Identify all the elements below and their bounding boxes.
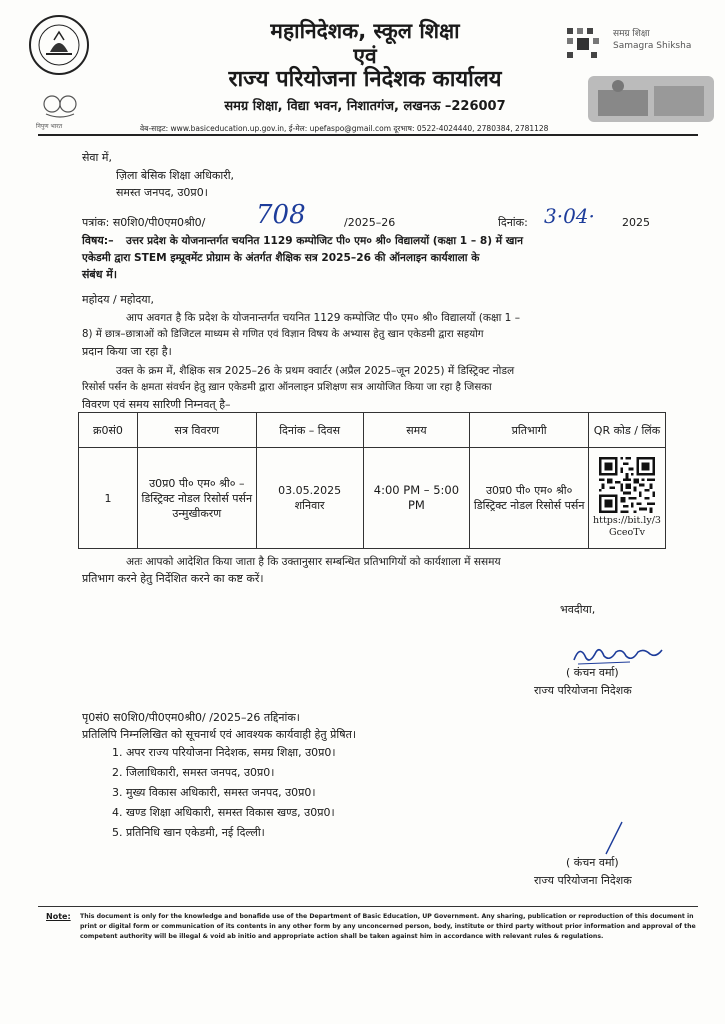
- salutation: महोदय / महोदया,: [82, 293, 155, 306]
- subject-line1: उत्तर प्रदेश के योजनान्तर्गत चयनित 1129 कम्पोजिट पी० एम० श्री० विद्यालयों (कक्षा 1 – 8) में खान: [126, 235, 524, 247]
- copy-item-5: 5. प्रतिनिधि खान एकेडमी, नई दिल्ली।: [112, 826, 265, 839]
- cell-session: उ0प्र0 पी० एम० श्री० – डिस्ट्रिक्ट नोडल रिसोर्स पर्सन उन्मुखीकरण: [137, 448, 256, 549]
- header-address: समग्र शिक्षा, विद्या भवन, निशातगंज, लखनऊ –226007: [224, 99, 506, 114]
- header-title-line1: महानिदेशक, स्कूल शिक्षा: [270, 19, 460, 43]
- header-contact: वेब-साइट: www.basiceducation.up.gov.in, ई-मेल: upefaspo@gmail.com दूरभाष: 0522-4024440, 2780384, 2781128: [140, 124, 549, 133]
- th-session: सत्र विवरण: [137, 413, 256, 448]
- closing-text: भवदीया,: [560, 603, 596, 616]
- recipient-line1: सेवा में,: [82, 151, 112, 164]
- para1-line3: प्रदान किया जा रहा है।: [82, 345, 172, 358]
- cell-date-day: शनिवार: [294, 499, 325, 512]
- signatory-designation: राज्य परियोजना निदेशक: [534, 684, 632, 697]
- nipun-bharat-caption: निपुण भारत: [36, 123, 63, 130]
- th-qr: QR कोड / लिंक: [589, 413, 666, 448]
- ref-suffix: /2025–26: [344, 216, 396, 229]
- para2-line2: रिसोर्स पर्सन के क्षमता संवर्धन हेतु ख़ान एकेडमी द्वारा ऑनलाइन प्रशिक्षण सत्र आयोजित किया जा रहा है जिसका: [82, 382, 492, 393]
- header-title-line2: एवं: [353, 44, 377, 68]
- note-label: Note:: [46, 912, 71, 921]
- recipient-line3: समस्त जनपद, उ0प्र0।: [116, 186, 208, 199]
- signatory-name: ( कंचन वर्मा): [566, 666, 619, 679]
- th-serial: क्र0सं0: [79, 413, 138, 448]
- samagra-shiksha-logo-icon: [563, 24, 603, 64]
- school-photo-icon: [588, 76, 714, 122]
- th-participants: प्रतिभागी: [470, 413, 589, 448]
- para2-line3: विवरण एवं समय सारिणी निम्नवत् है–: [82, 398, 231, 411]
- cell-date-value: 03.05.2025: [278, 484, 342, 497]
- qr-link[interactable]: https://bit.ly/3GceoTv: [593, 515, 661, 538]
- ref-prefix: पत्रांक: स0शि0/पी0एम0श्री0/: [82, 216, 206, 229]
- header-title-line3: राज्य परियोजना निदेशक कार्यालय: [228, 67, 502, 92]
- copy-item-1: 1. अपर राज्य परियोजना निदेशक, समग्र शिक्षा, उ0प्र0।: [112, 746, 336, 759]
- copy-intro: प्रतिलिपि निम्नलिखित को सूचनार्थ एवं आवश्यक कार्यवाही हेतु प्रेषित।: [82, 728, 357, 741]
- nipun-bharat-logo-icon: [38, 92, 82, 120]
- signature-icon: [570, 640, 666, 668]
- schedule-table: [78, 412, 666, 549]
- header-divider: [38, 134, 698, 136]
- para2-line1: उक्त के क्रम में, शैक्षिक सत्र 2025–26 के प्रथम क्वार्टर (अप्रैल 2025–जून 2025) में डिस्ट्रिक्ट नोडल: [116, 365, 515, 377]
- samagra-shiksha-logo-text: [613, 28, 691, 52]
- samagra-shiksha-hindi: समग्र शिक्षा: [613, 29, 650, 39]
- qr-code-icon[interactable]: [599, 457, 655, 513]
- copy-item-4: 4. खण्ड शिक्षा अधिकारी, समस्त विकास खण्ड, उ0प्र0।: [112, 806, 335, 819]
- th-time: समय: [363, 413, 470, 448]
- copy-item-2: 2. जिलाधिकारी, समस्त जनपद, उ0प्र0।: [112, 766, 275, 779]
- cell-participants: उ0प्र0 पी० एम० श्री० डिस्ट्रिक्ट नोडल रिसोर्स पर्सन: [470, 448, 589, 549]
- subject-label: विषय:–: [82, 234, 114, 247]
- table-row: [79, 448, 666, 549]
- copy-item-3: 3. मुख्य विकास अधिकारी, समस्त जनपद, उ0प्र0।: [112, 786, 316, 799]
- copy-ref: पृ0सं0 स0शि0/पी0एम0श्री0/ /2025–26 तद्दिनांक।: [82, 711, 300, 724]
- ref-year: 2025: [622, 216, 650, 229]
- ref-date-label: दिनांक:: [498, 216, 528, 229]
- ref-date-handwritten: 3·04·: [544, 204, 595, 228]
- subject-line2: एकेडमी द्वारा STEM इम्प्रूवमेंट प्रोग्राम के अंतर्गत शैक्षिक सत्र 2025–26 की ऑनलाइन कार्यशाला के: [82, 252, 480, 264]
- up-government-emblem-icon: [28, 14, 90, 76]
- para1-line2: 8) में छात्र–छात्राओं को डिजिटल माध्यम से गणित एवं विज्ञान विषय के अभ्यास हेतु खान एकेडमी द्वारा सहयोग: [82, 329, 484, 340]
- ref-number-handwritten: 708: [256, 200, 306, 230]
- samagra-shiksha-english: Samagra Shiksha: [613, 41, 692, 51]
- para3-line2: प्रतिभाग करने हेतु निर्देशित करने का कष्ट करें।: [82, 572, 264, 585]
- footer-divider: [38, 906, 698, 907]
- para1-line1: आप अवगत है कि प्रदेश के योजनान्तर्गत चयनित 1129 कम्पोजिट पी० एम० श्री० विद्यालयों (कक्षा 1 –: [126, 312, 521, 324]
- para3-line1: अतः आपको आदेशित किया जाता है कि उक्तानुसार सम्बन्धित प्रतिभागियों को कार्यशाला में ससमय: [126, 556, 501, 568]
- th-date: दिनांक – दिवस: [256, 413, 363, 448]
- cell-date: [256, 448, 363, 549]
- subject-line3: संबंध में।: [82, 268, 118, 281]
- cell-time: 4:00 PM – 5:00 PM: [363, 448, 470, 549]
- recipient-line2: ज़िला बेसिक शिक्षा अधिकारी,: [116, 169, 235, 182]
- copy-signatory-designation: राज्य परियोजना निदेशक: [534, 874, 632, 887]
- cell-serial: 1: [79, 448, 138, 549]
- initial-mark-icon: [602, 820, 626, 856]
- note-text: This document is only for the knowledge and bonafide use of the Department of Basic Education, UP Government. Any sharing, publication or reproduction of this document in print or digital form or communication of its contents in any other form by any unconcerned person, body, institute or third party without prior information and approval of the competent authority will be illegal & void ab initio and appropriate action shall be taken against him in accordance with relevant rules & regulations.: [80, 913, 696, 940]
- copy-signatory-name: ( कंचन वर्मा): [566, 856, 619, 869]
- table-header-row: [79, 413, 666, 448]
- cell-qr: [589, 448, 666, 549]
